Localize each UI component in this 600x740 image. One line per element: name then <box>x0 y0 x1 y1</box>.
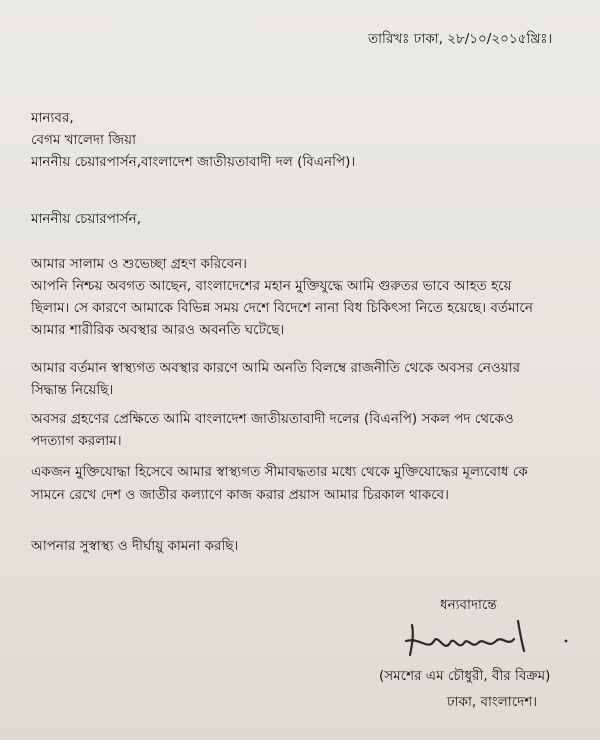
address-greeting: মান্যবর, <box>31 110 74 126</box>
paragraph1-line3: আমার শারীরিক অবস্থার আরও অবনতি ঘটেছে। <box>31 322 285 338</box>
recipient-name: বেগম খালেদা জিয়া <box>31 132 136 148</box>
paragraph3-line1: অবসর গ্রহণের প্রেক্ষিতে আমি বাংলাদেশ জাতীয়তাবাদী দলের (বিএনপি) সকল পদ থেকেও <box>31 411 514 427</box>
closing-wish: আপনার সুস্বাস্থ্য ও দীর্ঘায়ু কামনা করছি। <box>31 538 239 554</box>
recipient-title: মাননীয় চেয়ারপার্সন,বাংলাদেশ জাতীয়তাবাদী দল (বিএনপি)। <box>31 154 356 170</box>
paragraph4-line1: একজন মুক্তিযোদ্ধা হিসেবে আমার স্বাস্থ্যগত সীমাবদ্ধতার মধ্যে থেকে মুক্তিযোদ্ধের মূল্যবোধ কে <box>31 464 528 480</box>
paragraph3-line2: পদত্যাগ করলাম। <box>31 433 122 449</box>
paragraph4-line2: সামনে রেখে দেশ ও জাতীর কল্যাণে কাজ করার প্রয়াস আমার চিরকাল থাকবে। <box>31 487 449 503</box>
salutation: মাননীয় চেয়ারপার্সন, <box>31 211 142 227</box>
signatory-place: ঢাকা, বাংলাদেশ। <box>447 694 538 710</box>
signatory-name: (সমশের এম চৌধুরী, বীর বিক্রম) <box>379 668 551 684</box>
paragraph2-line1: আমার বর্তমান স্বাস্থ্যগত অবস্থার কারণে আমি অনতি বিলম্বে রাজনীতি থেকে অবসর নেওয়ার <box>31 360 521 376</box>
letter-date: তারিখঃ ঢাকা, ২৮/১০/২০১৫খ্রিঃ। <box>368 31 553 47</box>
greeting: আমার সালাম ও শুভেচ্ছা গ্রহণ করিবেন। <box>31 256 248 272</box>
paragraph1-line2: ছিলাম। সে কারণে আমাকে বিভিন্ন সময় দেশে বিদেশে নানা বিধ চিকিৎসা নিতে হয়েছে। বর্তমানে <box>31 300 533 316</box>
thanks-line: ধন্যবাদান্তে <box>440 597 497 613</box>
paragraph2-line2: সিদ্ধান্ত নিয়েছি। <box>31 382 114 398</box>
paragraph1-line1: আপনি নিশ্চয় অবগত আছেন, বাংলাদেশের মহান মুক্তিযুদ্ধে আমি গুরুতর ভাবে আহত হয়ে <box>31 278 512 294</box>
signature <box>398 611 578 661</box>
